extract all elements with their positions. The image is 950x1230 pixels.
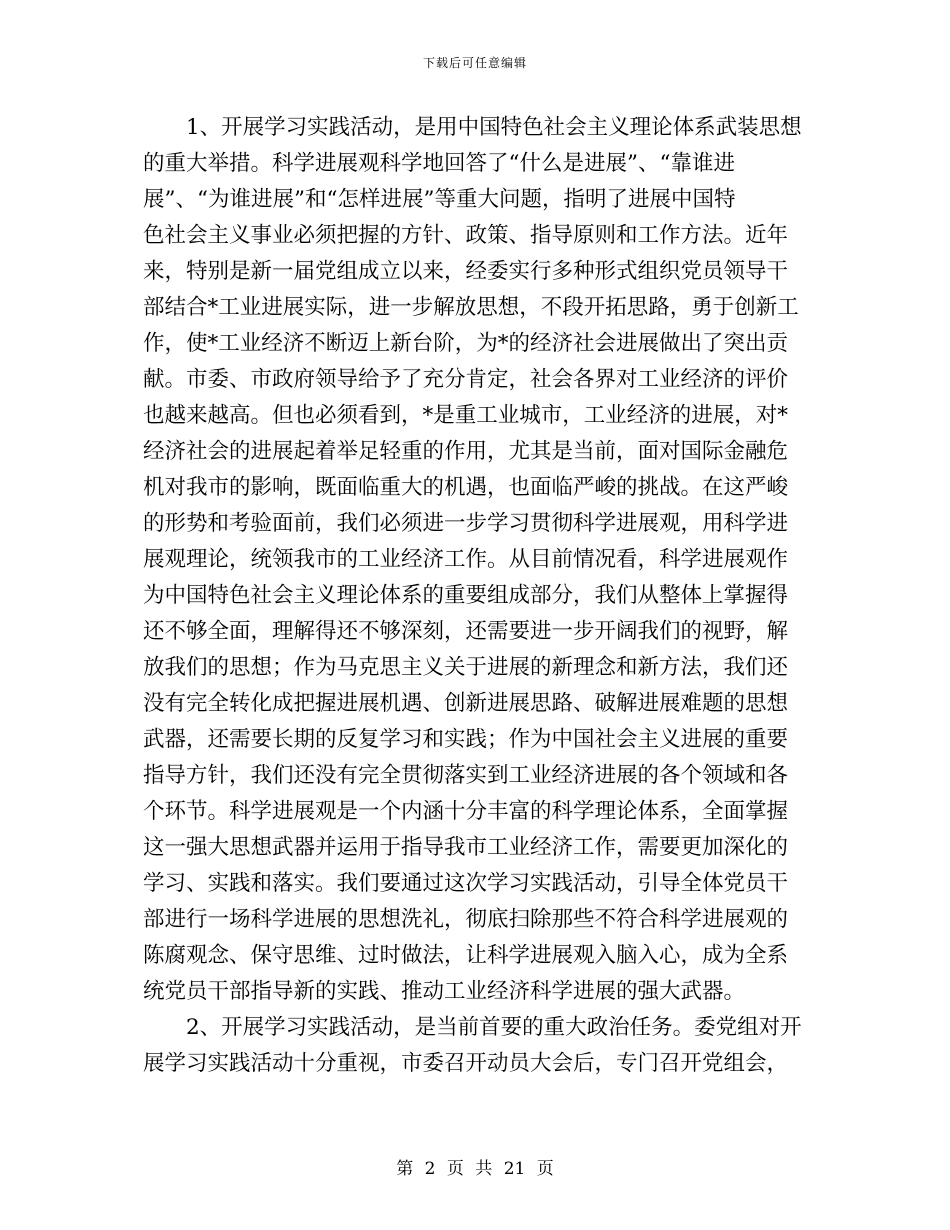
- text-line: 学习、实践和落实。我们要通过这次学习实践活动，引导全体党员干: [143, 871, 789, 896]
- page-header-note: 下载后可任意编辑: [422, 56, 527, 70]
- text-line: 展观理论，统领我市的工业经济工作。从目前情况看，科学进展观作: [143, 547, 789, 572]
- text-line: 也越来越高。但也必须看到，*是重工业城市，工业经济的进展，对*: [143, 403, 789, 428]
- text-line: 来，特别是新一届党组成立以来，经委实行多种形式组织党员领导干: [143, 259, 789, 284]
- text-line: 机对我市的影响，既面临重大的机遇，也面临严峻的挑战。在这严峻: [143, 475, 789, 500]
- text-line: 没有完全转化成把握进展机遇、创新进展思路、破解进展难题的思想: [143, 691, 789, 716]
- text-line: 这一强大思想武器并运用于指导我市工业经济工作，需要更加深化的: [143, 835, 789, 860]
- text-line: 献。市委、市政府领导给予了充分肯定，社会各界对工业经济的评价: [143, 367, 789, 392]
- text-line: 放我们的思想；作为马克思主义关于进展的新理念和新方法，我们还: [143, 655, 789, 680]
- text-line: 为中国特色社会主义理论体系的重要组成部分，我们从整体上掌握得: [143, 583, 789, 608]
- page-number: 第 2 页 共 21 页: [396, 1159, 554, 1179]
- text-line: 的形势和考验面前，我们必须进一步学习贯彻科学进展观，用科学进: [143, 511, 789, 536]
- text-line: 经济社会的进展起着举足轻重的作用，尤其是当前，面对国际金融危: [143, 439, 789, 464]
- document-body: [143, 110, 813, 1082]
- text-line: 的重大举措。科学进展观科学地回答了“什么是进展”、“靠谁进: [143, 151, 735, 176]
- text-line: 指导方针，我们还没有完全贯彻落实到工业经济进展的各个领域和各: [143, 763, 789, 788]
- text-line: 2、开展学习实践活动，是当前首要的重大政治任务。委党组对开: [186, 1015, 802, 1040]
- text-line: 1、开展学习实践活动，是用中国特色社会主义理论体系武装思想: [186, 115, 802, 140]
- text-line: 部结合*工业进展实际，进一步解放思想，不段开拓思路，勇于创新工: [143, 295, 799, 320]
- text-line: 色社会主义事业必须把握的方针、政策、指导原则和工作方法。近年: [143, 223, 789, 248]
- text-line: 个环节。科学进展观是一个内涵十分丰富的科学理论体系，全面掌握: [143, 799, 789, 824]
- text-line: 作，使*工业经济不断迈上新台阶，为*的经济社会进展做出了突出贡: [143, 331, 789, 356]
- text-line: 展学习实践活动十分重视，市委召开动员大会后，专门召开党组会，: [143, 1051, 789, 1076]
- text-line: 展”、“为谁进展”和“怎样进展”等重大问题，指明了进展中国特: [143, 187, 736, 212]
- text-line: 武器，还需要长期的反复学习和实践；作为中国社会主义进展的重要: [143, 727, 789, 752]
- text-line: 还不够全面，理解得还不够深刻，还需要进一步开阔我们的视野，解: [143, 619, 789, 644]
- text-line: 统党员干部指导新的实践、推动工业经济科学进展的强大武器。: [143, 979, 746, 1004]
- text-line: 陈腐观念、保守思维、过时做法，让科学进展观入脑入心，成为全系: [143, 943, 789, 968]
- text-line: 部进行一场科学进展的思想洗礼，彻底扫除那些不符合科学进展观的: [143, 907, 789, 932]
